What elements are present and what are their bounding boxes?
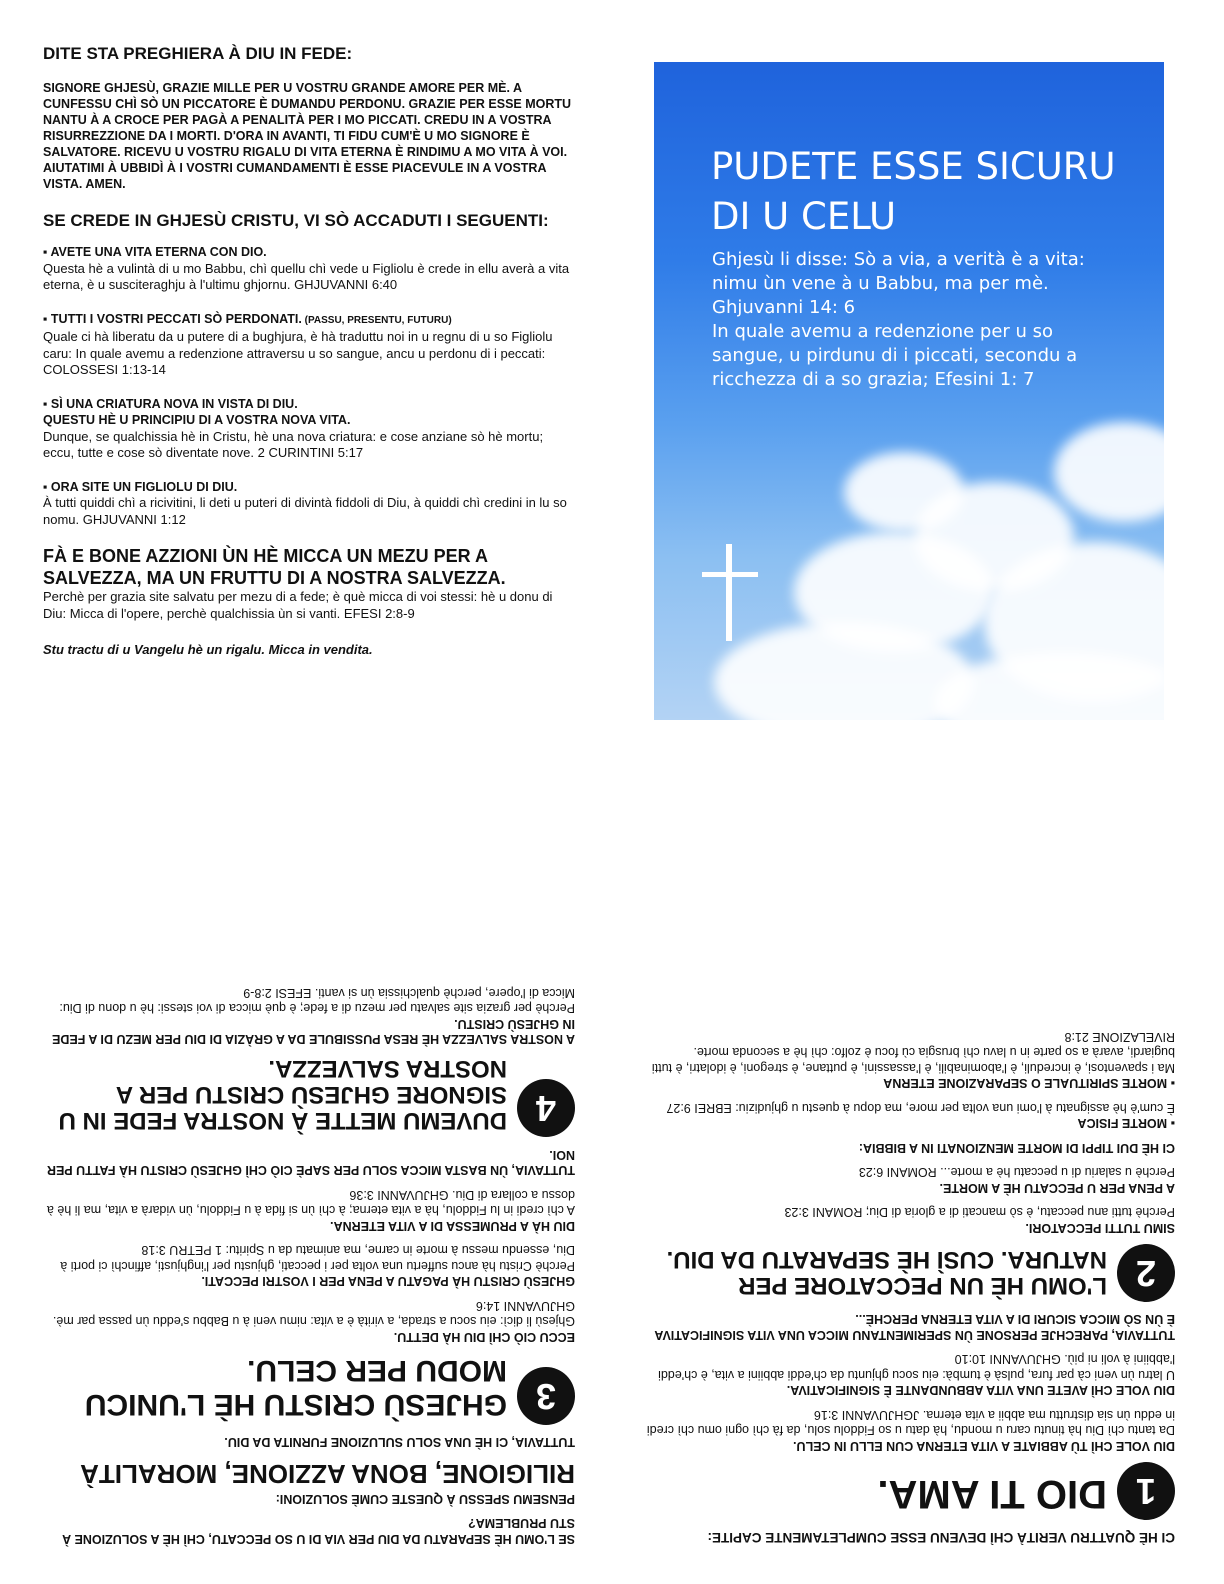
point-3 [45,1353,575,1425]
section-title-note: (PASSU, PRESENTU, FUTURU) [301,314,452,326]
section-text: Questa hè a vulintà di u mo Babbu, chì quellu chì vede u Figliolu è crede in ellu averà a vita eterna, è u susciteraghju à l'ultimu ghjornu. GHJUVANNI 6:40 [43,260,570,292]
solution-panel [45,846,575,1546]
truths-panel [645,846,1175,1546]
cross-icon-bar [702,572,758,577]
point-subheading: TUTTAVIA, PARECHJE PERSONE ÙN SPERIMENTANU MICCA UNA VITA SIGNIFICATIVA È ÙN SÒ MICCA SICURI DI A VITA ETERNA PERCHÈ... [654,1312,1175,1342]
section-title: ▪ SÌ UNA CRIATURA NOVA IN VISTA DI DIU. [43,396,298,411]
point-text: Perchè tutti anu peccatu, è sò mancati di a gloria di Diu; ROMANI 3:23 [784,1205,1175,1220]
number-badge: 2 [1117,1244,1175,1302]
point-4 [45,1056,575,1138]
section-child-of-god [43,479,573,529]
point-subheading: DIU VOLE CHÌ TÙ ABBIATE A VITA ETERNA CUN ELLU IN CELU. [793,1439,1175,1453]
point-subheading: ▪ MORTE SPIRITUALE O SEPARAZIONE ETERNA [883,1076,1175,1091]
cross-icon [726,544,732,641]
point-heading: L'OMU HÈ UN PECCATORE PER NATURA. CUSÌ HÈ SEPARATU DA DIU. [666,1246,1107,1299]
section-forgiven [43,311,573,379]
point-2 [645,1244,1175,1302]
point-subheading: ▪ MORTE FISICA [1077,1116,1175,1131]
cover-verse: Ghjesù li disse: Sò a via, a verità è a vita: nimu ùn vene à u Babbu, ma per mè. Ghjuvanni 14: 6 In quale avemu a redenzione per u so sangue, u pirdunu di i piccati, secondu a ricchezza di a so grazia; Efesini 1: 7 [712,249,1085,390]
point-text: Ghjesù li dicì: eiu socu a strada, a virità è a vita: nimu veni à u Babbu s'eddu ùn passa par mè. GHJUVANNI 14:6 [52,1299,575,1329]
point-text: Perchè per grazia site salvatu per mezu di a fede; è què micca di voi stessi: hè u donu di Diu: Micca di l'opere, perchè qualchissia ùn si vanti. EFESI 2:8-9 [59,986,575,1016]
common-solutions-label: PENSEMU SPESSU À QUESTE CUMÈ SOLUZIONI: [275,1492,575,1506]
point-subheading: A PENA PER U PECCATU HÈ A MORTE. [939,1181,1175,1195]
point-subheading: GHJESÙ CRISTU HÀ PAGATU A PENA PER I VOSTRI PECCATI. [201,1274,575,1289]
works-heading: FÀ E BONE AZZIONI ÙN HÈ MICCA UN MEZU PER A SALVEZZA, MA UN FRUTTU DI A NOSTRA SALVEZZA. [43,546,506,588]
point-text: Perchè Cristu hà ancu suffertu una volta per i peccati, ghjustu per l'inghjusti, affinchì ci porti à Diu, essendu messu à morte in carne, ma animatu da u Spiritu: 1 PETRU 3:18 [60,1243,575,1273]
point-text: È cum'è hè assignatu à l'omi una volta per more, ma dopu à questu u ghjudiziu: EBREI 9:27 [666,1101,1175,1115]
section-text: À tutti quiddi chì a ricivitini, li deti u puteri di divintà fiddoli di Diu, à quiddi chì credini in lu so nomu. GHJUVANNI 1:12 [43,495,567,527]
section-text: Dunque, se qualchissia hè in Cristu, hè una nova criatura: e cose anziane sò hè mortu; eccu, tutte e cose sò diventate nove. 2 CURINTINI 5:17 [43,428,544,460]
point-subheading: SIMU TUTTI PECCATORI. [1025,1221,1175,1235]
point-text: Da tantu chì Diu hà tinutu caru u mondu, hà datu u so Fiddolu solu, da fà chì ogni omu chì credi in eddu ùn sia distruttu ma abbii a vita eterna. JGHJUVANNI 3:16 [646,1408,1175,1438]
point-text: Perchè u salariu di u peccatu hè a morte... ROMANI 6:23 [858,1165,1175,1180]
common-solutions: RILIGIONE, BONA AZZIONE, MORALITÀ [80,1459,575,1490]
point-subheading: DIU VOLE CHÌ AVETE UNA VITA ABBUNDANTE È SIGNIFICATIVA. [786,1383,1175,1398]
point-heading: GHJESÙ CRISTU HÈ L'UNICU MODU PER CELU. [84,1354,507,1421]
number-badge: 4 [517,1080,575,1138]
point-text: Ma i spaventosi, è increduli, è l'abominabili, è l'assassini, è puttane, è stregoni, è idolatri, è tutti bugiardi, avarà a so parte in u lavu chì brusgia cù focu è zolfo: chì hè a seconda morte. RIVELAZIONE 21:8 [651,1030,1175,1075]
point-subheading: TUTTAVIA, ÙN BASTA MICCA SOLU PER SAPÈ CIÒ CHÌ GHJESÙ CRISTU HÀ FATTU PER NOI. [46,1148,575,1178]
cover-panel [654,62,1164,720]
cover-title: PUDETE ESSE SICURU DI U CELU [711,145,1116,238]
point-subheading: DIU HÀ A PRUMESSA DI A VITA ETERNA. [330,1219,575,1233]
section-eternal-life [43,244,573,294]
only-solution: TUTTAVIA, CI HÈ UNA SOLU SULUZIONE FURNITA DA DIU. [224,1435,575,1450]
point-subheading: A NOSTRA SALVEZZA HÈ RESA PUSSIBULE DA A GRÀZIA DI DIU PER MEZU DI A FEDE IN GHJESÙ CRISTU. [52,1017,575,1047]
point-1 [645,1462,1175,1520]
number-badge: 3 [517,1367,575,1425]
point-text: A chì credi in lu Fiddolu, hà a vita eterna; à chì ùn si fida à u Fiddolu, ùn vidarà a vita, ma li hè à dossu a collara di Diu. GHJUVANNI 3:36 [46,1188,575,1218]
point-text: U latru ùn veni cà par fura, pulsà è tumbà: eiu socu ghjuntu da ch'eddi abbiini a vita, è ch'eddi l'abbiini à voli ni più. GHJUVANNI 10:10 [658,1352,1175,1382]
point-heading: DUVEMU METTE À NOSTRA FEDE IN U SIGNORE GHJESÙ CRISTU PER A NOSTRA SALVEZZA. [58,1055,507,1135]
section-new-creature [43,396,573,462]
prayer-panel [43,44,573,657]
point-subheading: CI HÈ DUI TIPPI DI MORTE MENZIONATI IN A BIBBIA: [858,1141,1175,1155]
point-heading: DIO TI AMA. [877,1472,1107,1516]
cloud-shape [934,652,1164,720]
point-subheading: ECCU CIÒ CHÌ DIU HÀ DETTU. [393,1330,575,1344]
section-title: ▪ ORA SITE UN FIGLIOLU DI DIU. [43,479,238,494]
cloud-shape [1054,422,1164,522]
section-title: ▪ AVETE UNA VITA ETERNA CON DIO. [43,245,267,259]
prayer-heading: DITE STA PREGHIERA À DIU IN FEDE: [43,44,353,63]
number-badge: 1 [1117,1462,1175,1520]
section-text: Quale ci hà liberatu da u putere di a bughjura, è hà traduttu noi in u regnu di u so Figliolu caru: In quale avemu a redenzione attraversu u so sangue, ancu u perdonu di i peccati: COLOSSESI 1:13-14 [43,329,553,377]
prayer-text: SIGNORE GHJESÙ, GRAZIE MILLE PER U VOSTRU GRANDE AMORE PER MÈ. A CUNFESSU CHÌ SÒ UN PICCATORE È DUMANDU PERDONU. GRAZIE PER ESSE MORTU NANTU À A CROCE PER PAGÀ A PENALITÀ PER I MO PICCATI. CREDU IN A VOSTRA RISURREZZIONE DA I MORTI. D'ORA IN AVANTI, TI FIDU CUM'È U MO SIGNORE È SALVATORE. RICEVU U VOSTRU RIGALU DI VITA ETERNA È RINDIMU A MO VITA À VOI. AIUTATIMI À UBBIDÌ À I VOSTRI CUMANDAMENTI È ESSE PIACEVULE IN A VOSTRA VISTA. AMEN. [43,81,572,191]
believe-heading: SE CREDE IN GHJESÙ CRISTU, VI SÒ ACCADUTI I SEGUENTI: [43,211,549,230]
works-text: Perchè per grazia site salvatu per mezu di a fede; è què micca di voi stessi: hè u donu di Diu: Micca di l'opere, perchè qualchissia ùn si vanti. EFESI 2:8-9 [43,589,553,621]
gift-note: Stu tractu di u Vangelu hè un rigalu. Micca in vendita. [43,642,373,657]
section-title: ▪ TUTTI I VOSTRI PECCATI SÒ PERDONATI. [43,311,302,326]
solution-intro: SE L'OMU HÈ SEPARATU DA DIU PER VIA DI U SO PECCATU, CHÌ HÈ A SOLUZIONE À STU PRUBLEMA? [62,1516,575,1546]
section-subtitle: QUESTU HÈ U PRINCIPIU DI A VOSTRA NOVA VITA. [43,413,351,427]
truths-intro: CI HÈ QUATTRU VERITÀ CHÌ DEVENU ESSE CUMPLETAMENTE CAPITE: [707,1530,1175,1545]
